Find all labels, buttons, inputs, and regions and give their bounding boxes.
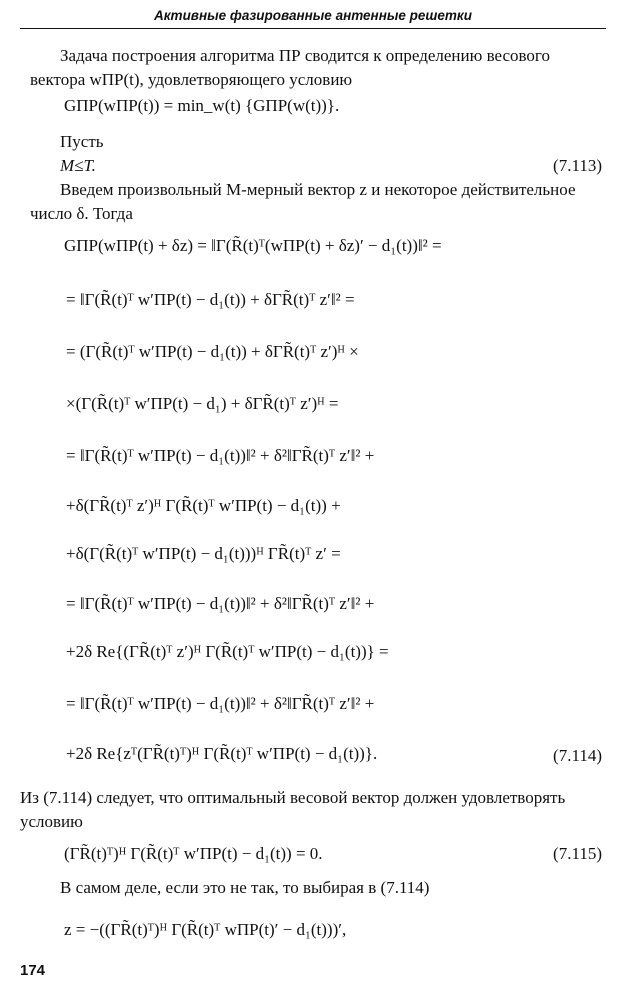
derivation-line <box>66 436 606 476</box>
equation-text: +2δ Re{zᵀ(ΓR̃(t)ᵀ)ᴴ Γ(R̃(t)ᵀ w′ПР(t) − d₁(t))}. <box>66 744 378 763</box>
word-pust: Пусть <box>60 132 104 151</box>
derivation-line <box>66 734 606 774</box>
derivation-line <box>66 584 606 624</box>
equation-z <box>64 910 604 950</box>
paragraph-indeed: В самом деле, если это не так, то выбирая в (7.114) <box>60 878 430 897</box>
paragraph-vector-z: Введем произвольный M-мерный вектор z и некоторое действительное число δ. Тогда <box>30 180 576 223</box>
derivation-line <box>66 486 606 526</box>
equation-text: GПР(wПР(t)) = min_w(t) {GПР(w(t))}. <box>64 96 340 115</box>
equation-text: GПР(wПР(t) + δz) = ‖Γ(R̃(t)ᵀ(wПР(t) + δz)′ − d₁(t))‖² = <box>64 236 442 255</box>
equation-text: = (Γ(R̃(t)ᵀ w′ПР(t) − d₁(t)) + δΓR̃(t)ᵀ z′)ᴴ × <box>66 342 359 361</box>
equation-text: = ‖Γ(R̃(t)ᵀ w′ПР(t) − d₁(t))‖² + δ²‖ΓR̃(t)ᵀ z′‖² + <box>66 594 375 613</box>
equation-text: (ΓR̃(t)ᵀ)ᴴ Γ(R̃(t)ᵀ w′ПР(t) − d₁(t)) = 0. <box>64 844 323 863</box>
equation-min-condition <box>64 86 604 126</box>
equation-text: = ‖Γ(R̃(t)ᵀ w′ПР(t) − d₁(t)) + δΓR̃(t)ᵀ z′‖² = <box>66 290 355 309</box>
equation-text: = ‖Γ(R̃(t)ᵀ w′ПР(t) − d₁(t))‖² + δ²‖ΓR̃(t)ᵀ z′‖² + <box>66 694 375 713</box>
paragraph-intro: Задача построения алгоритма ПР сводится к определению весового вектора wПР(t), удовлетворяющего условию <box>30 46 550 89</box>
derivation-line <box>64 226 604 266</box>
derivation-line <box>66 280 606 320</box>
derivation-line <box>66 534 606 574</box>
equation-text: +2δ Re{(ΓR̃(t)ᵀ z′)ᴴ Γ(R̃(t)ᵀ w′ПР(t) − d₁(t))} = <box>66 642 389 661</box>
derivation-line <box>66 384 606 424</box>
equation-number-115: (7.115) <box>553 844 602 863</box>
derivation-line <box>66 632 606 672</box>
paragraph-consequence: Из (7.114) следует, что оптимальный весовой вектор должен удовлетворять условию <box>20 788 566 831</box>
derivation-line <box>66 684 606 724</box>
condition-text: M≤T. <box>60 156 96 175</box>
equation-text: z = −((ΓR̃(t)ᵀ)ᴴ Γ(R̃(t)ᵀ wПР(t)′ − d₁(t)))′, <box>64 920 347 939</box>
derivation-line <box>66 332 606 372</box>
running-header: Активные фазированные антенные решетки <box>20 6 606 29</box>
page-number: 174 <box>20 962 46 979</box>
equation-text: +δ(ΓR̃(t)ᵀ z′)ᴴ Γ(R̃(t)ᵀ w′ПР(t) − d₁(t)) + <box>66 496 341 515</box>
equation-text: = ‖Γ(R̃(t)ᵀ w′ПР(t) − d₁(t))‖² + δ²‖ΓR̃(t)ᵀ z′‖² + <box>66 446 375 465</box>
equation-115 <box>64 834 604 874</box>
equation-number-114: (7.114) <box>553 746 602 765</box>
equation-text: ×(Γ(R̃(t)ᵀ w′ПР(t) − d₁) + δΓR̃(t)ᵀ z′)ᴴ = <box>66 394 339 413</box>
equation-text: +δ(Γ(R̃(t)ᵀ w′ПР(t) − d₁(t)))ᴴ ΓR̃(t)ᵀ z′ = <box>66 544 341 563</box>
equation-number-113: (7.113) <box>553 156 602 175</box>
